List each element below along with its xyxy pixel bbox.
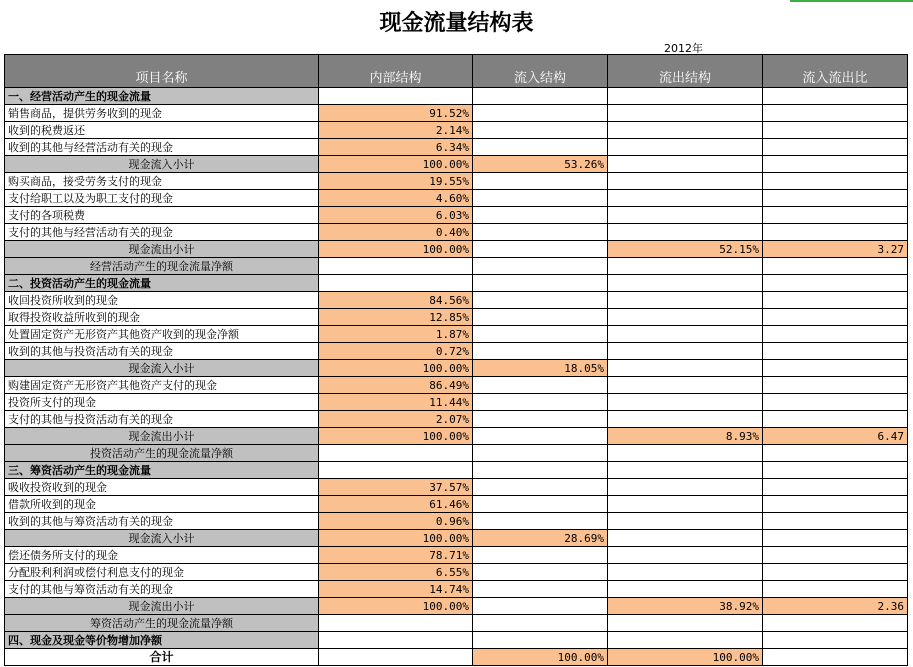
table-row [5,190,908,207]
net-flow-row [5,258,908,275]
outflow-value-cell[interactable] [608,479,763,496]
internal-value-cell[interactable] [319,649,473,666]
outflow-value-cell[interactable] [608,615,763,632]
ratio-value-cell[interactable] [763,513,908,530]
ratio-value-cell[interactable]: 2.36 [763,598,908,615]
internal-value-cell[interactable]: 2.14% [319,122,473,139]
ratio-value-cell[interactable] [763,411,908,428]
internal-value-cell[interactable]: 4.60% [319,190,473,207]
year-label: 2012年 [664,42,703,55]
outflow-value-cell[interactable] [608,530,763,547]
subtotal-row [5,530,908,547]
inflow-value-cell[interactable]: 18.05% [473,360,608,377]
inflow-value-cell[interactable] [473,547,608,564]
internal-value-cell[interactable]: 6.34% [319,139,473,156]
inflow-value-cell[interactable] [473,496,608,513]
inflow-value-cell[interactable] [473,139,608,156]
ratio-value-cell[interactable] [763,649,908,666]
internal-value-cell[interactable] [319,462,473,479]
outflow-value-cell[interactable] [608,224,763,241]
ratio-value-cell[interactable] [763,173,908,190]
inflow-value-cell[interactable] [473,377,608,394]
internal-value-cell[interactable]: 100.00% [319,530,473,547]
table-row [5,309,908,326]
internal-value-cell[interactable]: 61.46% [319,496,473,513]
ratio-value-cell[interactable] [763,581,908,598]
inflow-value-cell[interactable] [473,292,608,309]
row-label-cell[interactable]: 二、投资活动产生的现金流量 [5,275,319,292]
table-row [5,513,908,530]
row-label-cell[interactable]: 三、筹资活动产生的现金流量 [5,462,319,479]
table-row [5,547,908,564]
internal-value-cell[interactable]: 0.96% [319,513,473,530]
inflow-value-cell[interactable] [473,190,608,207]
outflow-value-cell[interactable] [608,564,763,581]
row-label-cell[interactable]: 支付给职工以及为职工支付的现金 [5,190,319,207]
internal-value-cell[interactable]: 0.72% [319,343,473,360]
ratio-value-cell[interactable] [763,445,908,462]
internal-value-cell[interactable]: 86.49% [319,377,473,394]
row-label-cell[interactable]: 现金流入小计 [5,156,319,173]
internal-value-cell[interactable] [319,445,473,462]
inflow-value-cell[interactable] [473,598,608,615]
internal-value-cell[interactable]: 91.52% [319,105,473,122]
ratio-value-cell[interactable] [763,139,908,156]
ratio-value-cell[interactable] [763,207,908,224]
ratio-value-cell[interactable] [763,564,908,581]
table-row [5,173,908,190]
outflow-value-cell[interactable] [608,292,763,309]
top-accent-line [790,0,913,2]
ratio-value-cell[interactable] [763,343,908,360]
row-label-cell[interactable]: 取得投资收益所收到的现金 [5,309,319,326]
row-label-cell[interactable]: 投资活动产生的现金流量净额 [5,445,319,462]
table-row [5,564,908,581]
outflow-value-cell[interactable] [608,207,763,224]
table-row [5,411,908,428]
outflow-value-cell[interactable] [608,139,763,156]
subtotal-row [5,156,908,173]
inflow-value-cell[interactable] [473,581,608,598]
column-header-item[interactable]: 项目名称 [5,55,319,88]
row-label-cell[interactable]: 现金流入小计 [5,530,319,547]
table-row [5,224,908,241]
section-row [5,632,908,649]
outflow-value-cell[interactable] [608,173,763,190]
inflow-value-cell[interactable]: 53.26% [473,156,608,173]
subtotal-row [5,241,908,258]
total-row [5,649,908,666]
inflow-value-cell[interactable] [473,88,608,105]
outflow-value-cell[interactable] [608,513,763,530]
row-label-cell[interactable]: 投资所支付的现金 [5,394,319,411]
inflow-value-cell[interactable] [473,513,608,530]
ratio-value-cell[interactable] [763,394,908,411]
inflow-value-cell[interactable] [473,258,608,275]
table-row [5,394,908,411]
column-header-internal[interactable]: 内部结构 [319,55,473,88]
internal-value-cell[interactable]: 11.44% [319,394,473,411]
ratio-value-cell[interactable] [763,530,908,547]
row-label-cell[interactable]: 支付的其他与投资活动有关的现金 [5,411,319,428]
outflow-value-cell[interactable]: 38.92% [608,598,763,615]
ratio-value-cell[interactable] [763,496,908,513]
row-label-cell[interactable]: 收到的其他与筹资活动有关的现金 [5,513,319,530]
internal-value-cell[interactable]: 100.00% [319,598,473,615]
outflow-value-cell[interactable] [608,326,763,343]
ratio-value-cell[interactable] [763,547,908,564]
section-row [5,88,908,105]
ratio-value-cell[interactable] [763,479,908,496]
ratio-value-cell[interactable] [763,156,908,173]
row-label-cell[interactable]: 筹资活动产生的现金流量净额 [5,615,319,632]
inflow-value-cell[interactable] [473,241,608,258]
ratio-value-cell[interactable]: 3.27 [763,241,908,258]
outflow-value-cell[interactable] [608,343,763,360]
ratio-value-cell[interactable] [763,462,908,479]
table-row [5,581,908,598]
row-label-cell[interactable]: 收回投资所收到的现金 [5,292,319,309]
row-label-cell[interactable]: 购建固定资产无形资产其他资产支付的现金 [5,377,319,394]
inflow-value-cell[interactable] [473,615,608,632]
inflow-value-cell[interactable] [473,462,608,479]
internal-value-cell[interactable]: 100.00% [319,428,473,445]
inflow-value-cell[interactable] [473,173,608,190]
row-label-cell[interactable]: 支付的其他与经营活动有关的现金 [5,224,319,241]
row-label-cell[interactable]: 借款所收到的现金 [5,496,319,513]
inflow-value-cell[interactable] [473,207,608,224]
table-row [5,326,908,343]
internal-value-cell[interactable]: 1.87% [319,326,473,343]
table-row [5,105,908,122]
outflow-value-cell[interactable] [608,547,763,564]
row-label-cell[interactable]: 合计 [5,649,319,666]
outflow-value-cell[interactable] [608,445,763,462]
section-row [5,462,908,479]
ratio-value-cell[interactable] [763,632,908,649]
ratio-value-cell[interactable] [763,88,908,105]
row-label-cell[interactable]: 经营活动产生的现金流量净额 [5,258,319,275]
internal-value-cell[interactable]: 100.00% [319,360,473,377]
outflow-value-cell[interactable] [608,105,763,122]
outflow-value-cell[interactable]: 100.00% [608,649,763,666]
ratio-value-cell[interactable] [763,122,908,139]
outflow-value-cell[interactable] [608,394,763,411]
outflow-value-cell[interactable] [608,632,763,649]
inflow-value-cell[interactable] [473,224,608,241]
internal-value-cell[interactable]: 37.57% [319,479,473,496]
outflow-value-cell[interactable] [608,88,763,105]
internal-value-cell[interactable]: 19.55% [319,173,473,190]
table-row [5,479,908,496]
inflow-value-cell[interactable]: 100.00% [473,649,608,666]
internal-value-cell[interactable] [319,88,473,105]
outflow-value-cell[interactable] [608,190,763,207]
row-label-cell[interactable]: 分配股利利润或偿付利息支付的现金 [5,564,319,581]
internal-value-cell[interactable] [319,258,473,275]
column-header-ratio[interactable]: 流入流出比 [763,55,908,88]
net-flow-row [5,615,908,632]
table-row [5,292,908,309]
outflow-value-cell[interactable]: 8.93% [608,428,763,445]
outflow-value-cell[interactable]: 52.15% [608,241,763,258]
outflow-value-cell[interactable] [608,122,763,139]
outflow-value-cell[interactable] [608,309,763,326]
ratio-value-cell[interactable] [763,190,908,207]
internal-value-cell[interactable]: 84.56% [319,292,473,309]
column-header-inflow[interactable]: 流入结构 [473,55,608,88]
inflow-value-cell[interactable] [473,343,608,360]
table-row [5,496,908,513]
outflow-value-cell[interactable] [608,496,763,513]
table-row [5,207,908,224]
internal-value-cell[interactable]: 2.07% [319,411,473,428]
ratio-value-cell[interactable] [763,224,908,241]
outflow-value-cell[interactable] [608,258,763,275]
ratio-value-cell[interactable] [763,258,908,275]
internal-value-cell[interactable]: 14.74% [319,581,473,598]
inflow-value-cell[interactable] [473,309,608,326]
ratio-value-cell[interactable] [763,292,908,309]
inflow-value-cell[interactable] [473,428,608,445]
row-label-cell[interactable]: 销售商品，提供劳务收到的现金 [5,105,319,122]
internal-value-cell[interactable] [319,275,473,292]
ratio-value-cell[interactable] [763,615,908,632]
outflow-value-cell[interactable] [608,377,763,394]
subtotal-row [5,598,908,615]
cashflow-table [4,54,908,666]
ratio-value-cell[interactable] [763,105,908,122]
row-label-cell[interactable]: 偿还债务所支付的现金 [5,547,319,564]
inflow-value-cell[interactable] [473,275,608,292]
table-row [5,377,908,394]
row-label-cell[interactable]: 支付的各项税费 [5,207,319,224]
column-header-outflow[interactable]: 流出结构 [608,55,763,88]
internal-value-cell[interactable]: 12.85% [319,309,473,326]
internal-value-cell[interactable]: 100.00% [319,241,473,258]
subtotal-row [5,360,908,377]
subtotal-row [5,428,908,445]
internal-value-cell[interactable]: 0.40% [319,224,473,241]
inflow-value-cell[interactable] [473,326,608,343]
outflow-value-cell[interactable] [608,411,763,428]
inflow-value-cell[interactable] [473,479,608,496]
inflow-value-cell[interactable] [473,122,608,139]
outflow-value-cell[interactable] [608,156,763,173]
row-label-cell[interactable]: 支付的其他与筹资活动有关的现金 [5,581,319,598]
ratio-value-cell[interactable] [763,326,908,343]
ratio-value-cell[interactable] [763,275,908,292]
net-flow-row [5,445,908,462]
table-row [5,139,908,156]
row-label-cell[interactable]: 现金流出小计 [5,598,319,615]
ratio-value-cell[interactable] [763,309,908,326]
internal-value-cell[interactable] [319,632,473,649]
header-row [5,55,908,88]
row-label-cell[interactable]: 处置固定资产无形资产其他资产收到的现金净额 [5,326,319,343]
inflow-value-cell[interactable] [473,411,608,428]
row-label-cell[interactable]: 四、现金及现金等价物增加净额 [5,632,319,649]
internal-value-cell[interactable]: 78.71% [319,547,473,564]
outflow-value-cell[interactable] [608,581,763,598]
outflow-value-cell[interactable] [608,360,763,377]
internal-value-cell[interactable]: 6.03% [319,207,473,224]
row-label-cell[interactable]: 现金流出小计 [5,428,319,445]
outflow-value-cell[interactable] [608,462,763,479]
table-row [5,343,908,360]
inflow-value-cell[interactable] [473,445,608,462]
row-label-cell[interactable]: 收到的其他与经营活动有关的现金 [5,139,319,156]
row-label-cell[interactable]: 一、经营活动产生的现金流量 [5,88,319,105]
internal-value-cell[interactable] [319,615,473,632]
row-label-cell[interactable]: 现金流出小计 [5,241,319,258]
ratio-value-cell[interactable] [763,377,908,394]
row-label-cell[interactable]: 购买商品，接受劳务支付的现金 [5,173,319,190]
row-label-cell[interactable]: 吸收投资收到的现金 [5,479,319,496]
inflow-value-cell[interactable] [473,564,608,581]
outflow-value-cell[interactable] [608,275,763,292]
section-row [5,275,908,292]
inflow-value-cell[interactable]: 28.69% [473,530,608,547]
row-label-cell[interactable]: 收到的税费返还 [5,122,319,139]
inflow-value-cell[interactable] [473,632,608,649]
ratio-value-cell[interactable]: 6.47 [763,428,908,445]
inflow-value-cell[interactable] [473,105,608,122]
internal-value-cell[interactable]: 6.55% [319,564,473,581]
ratio-value-cell[interactable] [763,360,908,377]
inflow-value-cell[interactable] [473,394,608,411]
row-label-cell[interactable]: 现金流入小计 [5,360,319,377]
row-label-cell[interactable]: 收到的其他与投资活动有关的现金 [5,343,319,360]
internal-value-cell[interactable]: 100.00% [319,156,473,173]
table-row [5,122,908,139]
page-title: 现金流量结构表 [379,10,534,36]
